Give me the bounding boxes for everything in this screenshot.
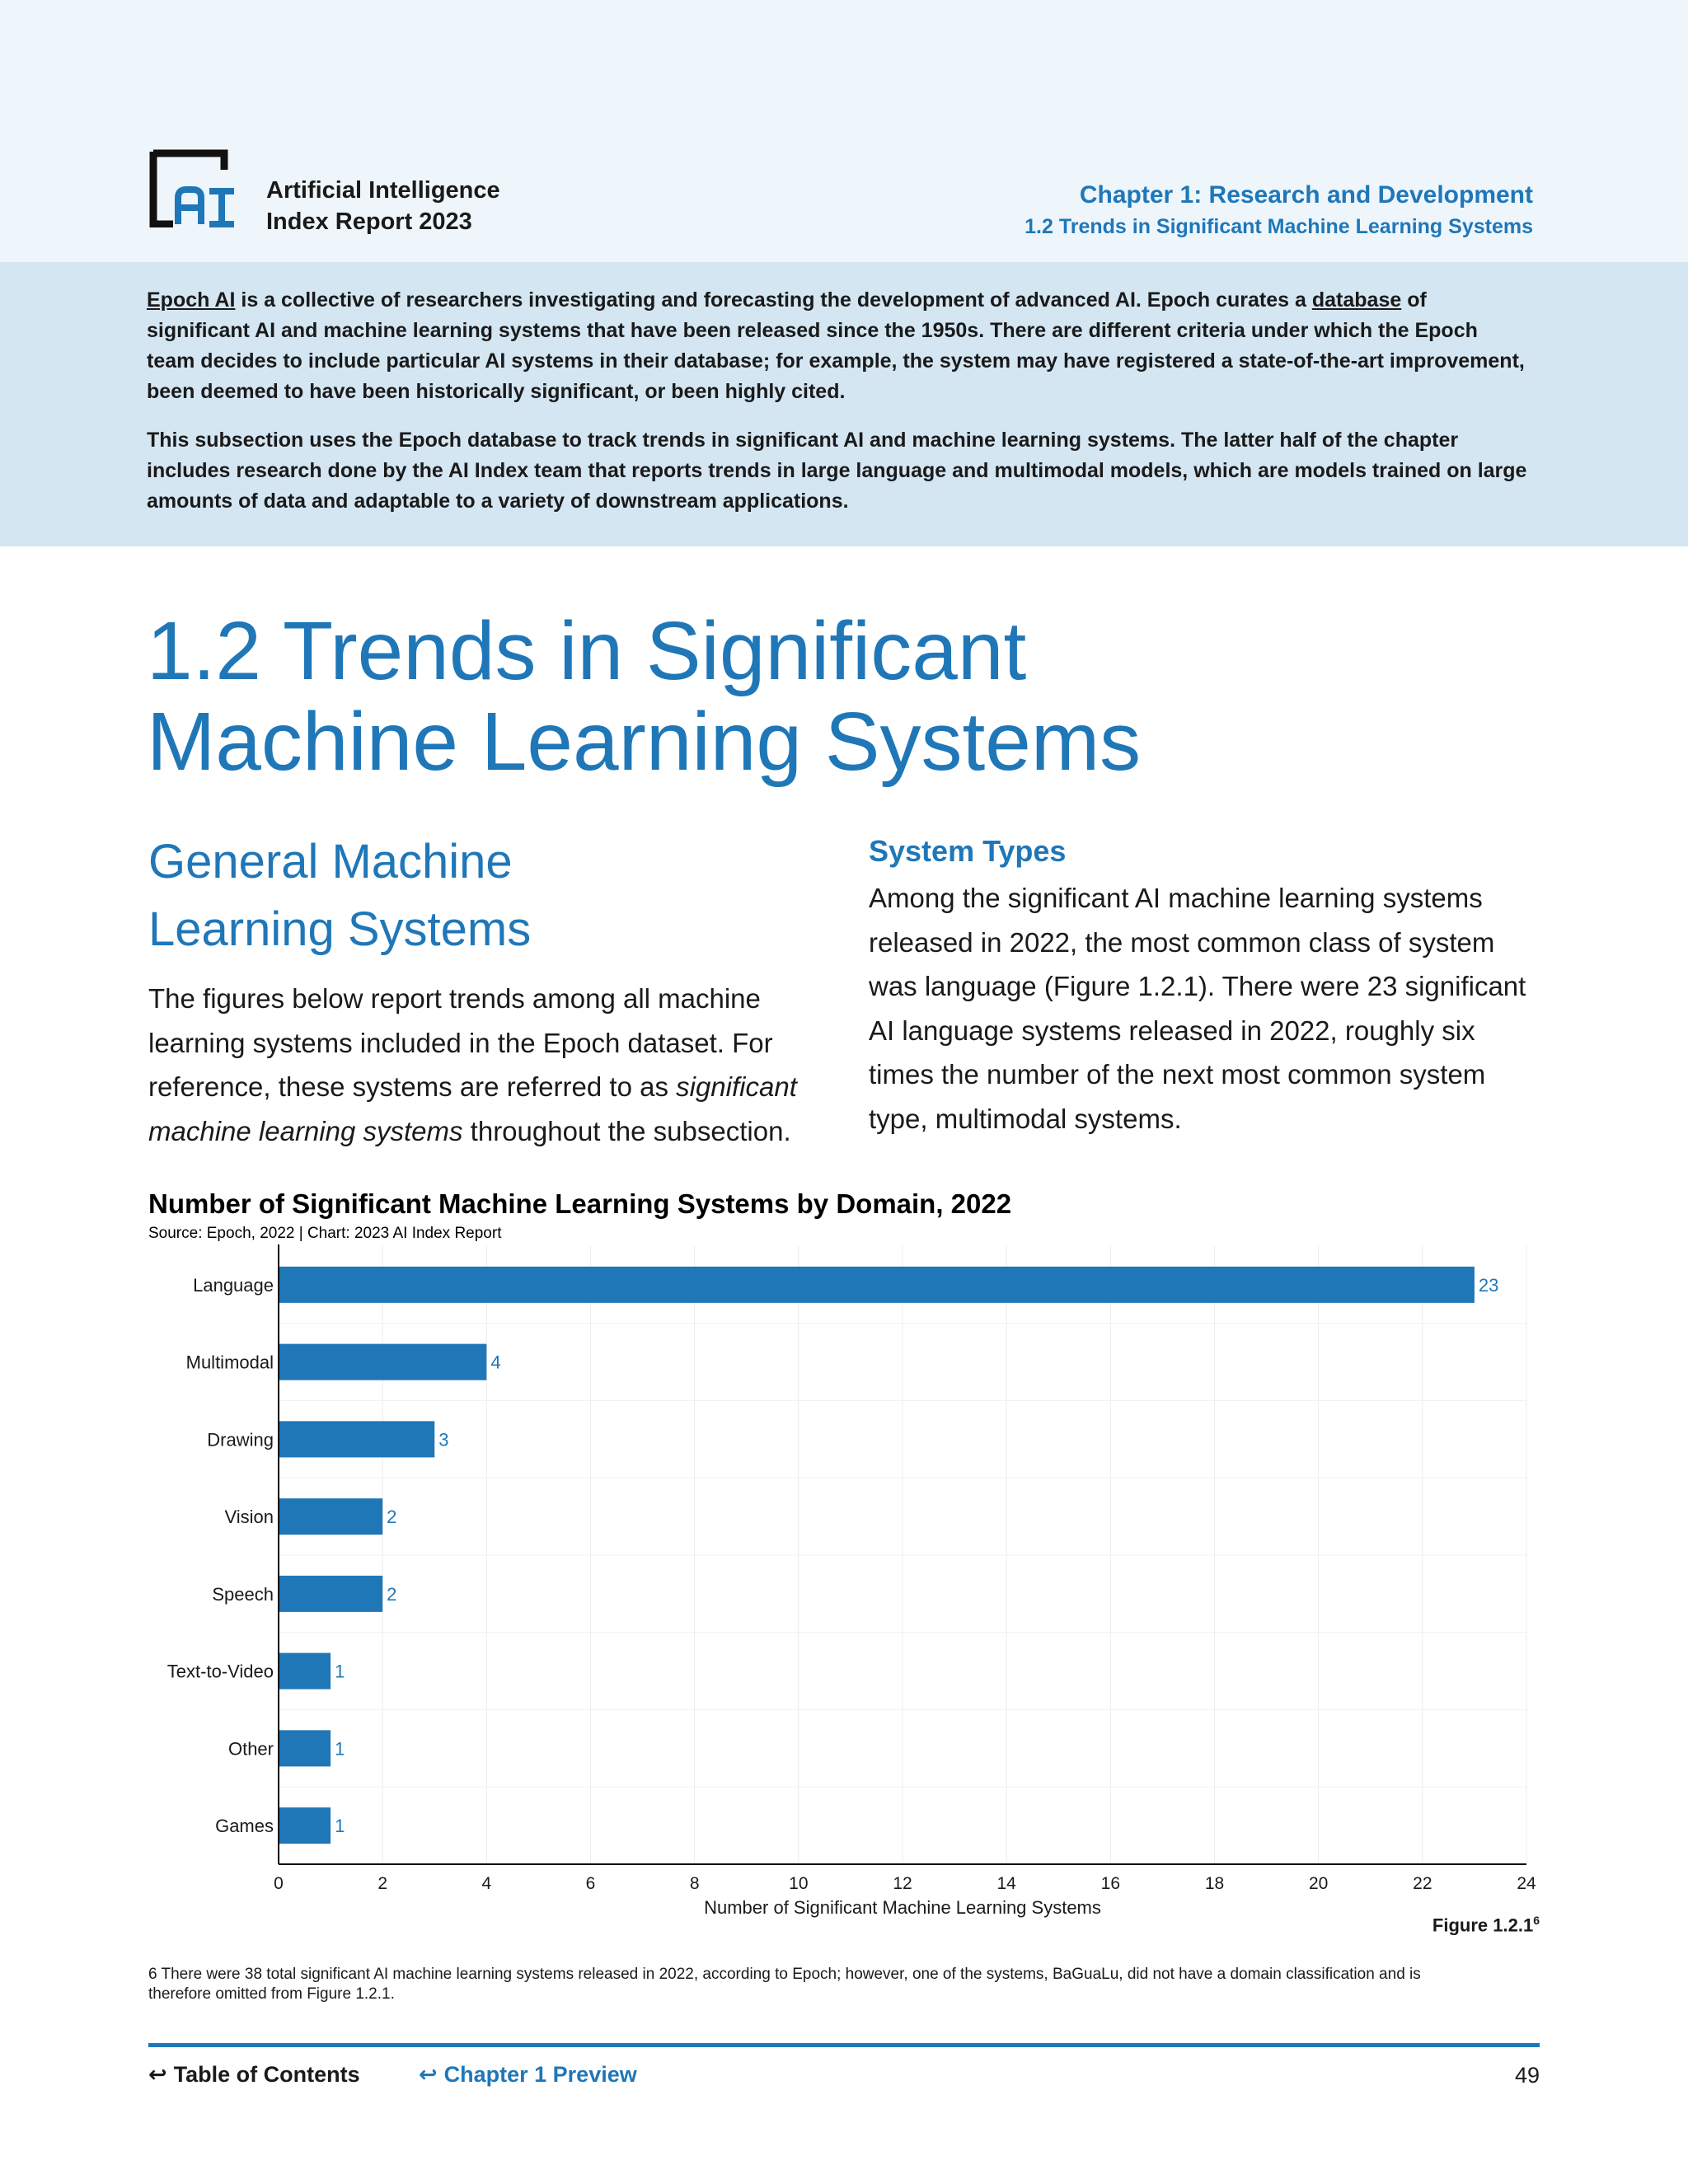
system-types-heading: System Types <box>869 834 1067 868</box>
x-tick-label: 16 <box>1100 1874 1121 1893</box>
chapter-preview-link[interactable] <box>419 2062 637 2088</box>
intro-paragraph-2: This subsection uses the Epoch database to track trends in significant AI and machine learning systems. The latter half of the chapter includes research done by the AI Index team that reports trends in large language and multimodal models, which are models trained on large amounts of data and adaptable to a variety of downstream applications. <box>147 429 1527 513</box>
x-tick-label: 4 <box>481 1874 492 1893</box>
footer-divider <box>148 2043 1540 2047</box>
report-name-line2: Index Report 2023 <box>266 209 472 235</box>
page-number: 49 <box>1514 2063 1540 2088</box>
x-tick-label: 12 <box>893 1874 912 1893</box>
bar <box>279 1653 331 1690</box>
left-body-part2: throughout the subsection. <box>462 1115 791 1146</box>
chapter-title: Chapter 1: Research and Development <box>1079 181 1533 209</box>
ai-index-logo <box>148 148 241 227</box>
footnote-marker: 6 <box>1533 1914 1540 1927</box>
epoch-ai-link[interactable]: Epoch AI <box>147 288 236 312</box>
category-label: Text-to-Video <box>166 1661 274 1682</box>
right-body-text: Among the significant AI machine learning systems released in 2022, the most common class of system was language (Figure 1.2.1). There were 23 significant AI language systems released in 2022, roughly six times the number of the next most common system type, multimodal systems. <box>869 883 1526 1134</box>
category-label: Multimodal <box>185 1352 274 1373</box>
intro-text-1: is a collective of researchers investigating and forecasting the development of advanced AI. Epoch curates a <box>235 288 1312 312</box>
left-body-italic: significant machine learning systems <box>148 1071 797 1146</box>
x-tick-label: 8 <box>689 1874 700 1893</box>
x-tick-label: 2 <box>377 1874 388 1893</box>
category-label: Drawing <box>207 1429 274 1451</box>
x-tick-label: 20 <box>1308 1874 1329 1893</box>
report-name <box>266 175 500 237</box>
x-tick-label: 14 <box>996 1874 1016 1893</box>
data-label: 1 <box>335 1738 345 1760</box>
bar <box>279 1807 331 1844</box>
intro-paragraph-1 <box>147 285 1531 407</box>
x-tick-label: 22 <box>1413 1874 1432 1893</box>
category-label: Games <box>215 1816 274 1837</box>
left-heading-line1: General Machine <box>148 835 513 888</box>
left-body-text <box>148 977 832 1153</box>
left-heading <box>148 828 824 963</box>
bar <box>279 1576 382 1612</box>
database-link[interactable]: database <box>1311 288 1402 312</box>
category-label: Vision <box>224 1507 274 1528</box>
preview-label: Chapter 1 Preview <box>443 2062 637 2087</box>
data-label: 23 <box>1478 1274 1499 1296</box>
data-label: 1 <box>335 1816 345 1837</box>
x-tick-label: 24 <box>1517 1874 1536 1893</box>
footnote: 6 There were 38 total significant AI machine learning systems released in 2022, according to Epoch; however, one of the systems, BaGuaLu, did not have a domain classification and is therefore omitted from Figure 1.2.1. <box>148 1966 1421 2003</box>
table-of-contents-link[interactable] <box>148 2062 360 2088</box>
chart-title: Number of Significant Machine Learning Systems by Domain, 2022 <box>148 1188 1012 1219</box>
bar <box>279 1421 434 1457</box>
section-title-line1: 1.2 Trends in Significant <box>147 605 1027 697</box>
section-title-line2: Machine Learning Systems <box>147 696 1142 788</box>
bar <box>279 1344 486 1380</box>
intro-box <box>0 262 1688 546</box>
x-tick-label: 6 <box>585 1874 596 1893</box>
intro-text-2: of significant AI and machine learning systems that have been released since the 1950s. There are different criteria under which the Epoch team decides to include particular AI systems in their database; for example, the system may have registered a state-of-the-art improvement, been deemed to have been historically significant, or been highly cited. <box>147 288 1525 403</box>
category-label: Speech <box>212 1583 274 1605</box>
left-body-part1: The figures below report trends among all machine learning systems included in the Epoch dataset. For reference, these systems are referred to as <box>148 983 773 1102</box>
report-name-line1: Artificial Intelligence <box>266 177 500 204</box>
category-label: Other <box>227 1738 274 1760</box>
chart-source: Source: Epoch, 2022 | Chart: 2023 AI Index Report <box>148 1225 502 1242</box>
bar <box>279 1498 382 1535</box>
back-arrow-icon: ↩ <box>419 2062 438 2087</box>
page-header <box>0 0 1688 262</box>
figure-label-text: Figure 1.2.1 <box>1432 1915 1534 1936</box>
bar <box>279 1267 1475 1303</box>
x-axis-title: Number of Significant Machine Learning Systems <box>704 1897 1101 1918</box>
toc-label: Table of Contents <box>173 2062 360 2087</box>
data-label: 1 <box>335 1661 345 1682</box>
category-label: Language <box>193 1274 274 1296</box>
left-heading-line2: Learning Systems <box>148 902 532 956</box>
chapter-subtitle: 1.2 Trends in Significant Machine Learning Systems <box>1025 215 1533 238</box>
data-label: 2 <box>387 1583 397 1605</box>
x-tick-label: 0 <box>274 1874 284 1893</box>
data-label: 4 <box>490 1352 501 1373</box>
figure-label <box>1432 1914 1540 1936</box>
data-label: 2 <box>387 1507 397 1528</box>
back-arrow-icon: ↩ <box>148 2062 167 2087</box>
data-label: 3 <box>438 1429 449 1451</box>
section-title <box>147 606 1548 787</box>
x-tick-label: 18 <box>1204 1874 1225 1893</box>
bar <box>279 1730 331 1766</box>
x-tick-label: 10 <box>789 1874 809 1893</box>
